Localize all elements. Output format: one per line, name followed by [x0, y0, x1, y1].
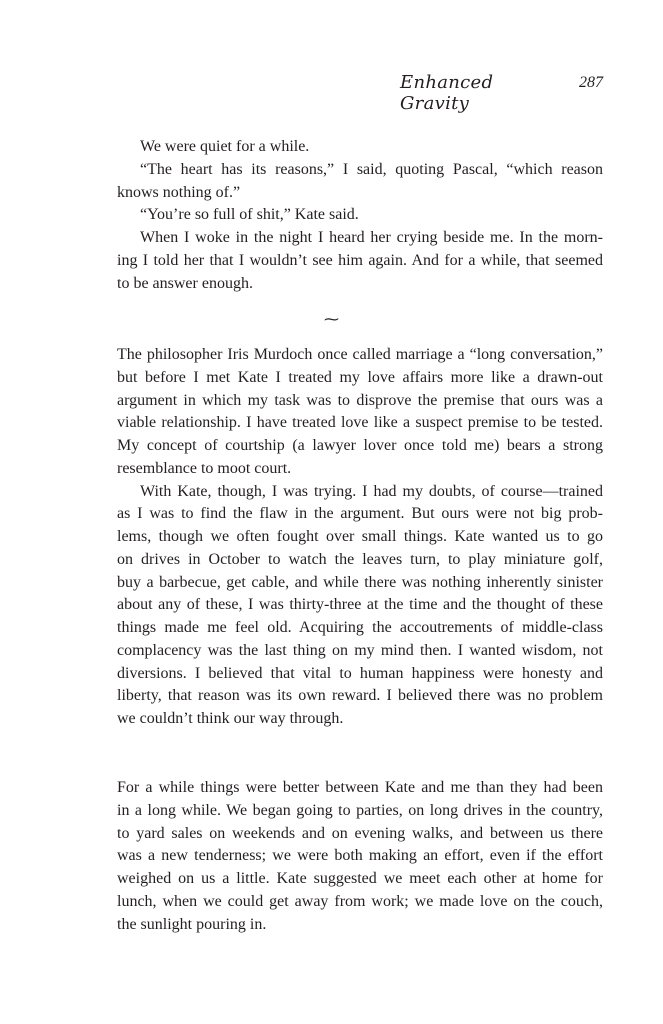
paragraph: [117, 344, 603, 481]
text-line: resemblance to moot court.: [117, 459, 292, 477]
text-line: about any of these, I was thirty-three at the time and the thought of these: [117, 596, 603, 614]
text-line: but before I met Kate I treated my love affairs more like a drawn-out: [117, 368, 603, 386]
text-line: things made me feel old. Acquiring the accoutrements of middle-class: [117, 619, 603, 636]
paragraph: [117, 159, 603, 205]
paragraph: [117, 136, 603, 159]
paragraph: [117, 481, 603, 731]
text-line: With Kate, though, I was trying. I had my doubts, of course—trained: [140, 482, 603, 500]
running-title: Enhanced Gravity: [400, 72, 494, 114]
page-number: 287: [579, 74, 603, 91]
paragraph: [117, 227, 603, 295]
section-3-text: [117, 777, 603, 936]
text-line: lunch, when we could get away from work; we made love on the couch,: [117, 892, 603, 910]
paragraph: [117, 777, 603, 936]
text-line: lems, though we often fought over small things. Kate wanted us to go: [117, 528, 603, 545]
text-line: knows nothing of.”: [117, 183, 241, 201]
text-line: When I woke in the night I heard her crying beside me. In the morn-: [140, 229, 603, 246]
text-line: as I was to find the flaw in the argument. But ours were not big prob-: [117, 505, 603, 523]
text-line: The philosopher Iris Murdoch once called marriage a “long conversation,”: [117, 346, 603, 363]
text-line: to be answer enough.: [117, 274, 253, 292]
text-line: argument in which my task was to disprove the premise that ours was a: [117, 391, 603, 409]
text-line: viable relationship. I have treated love like a suspect premise to be tested.: [117, 414, 603, 432]
text-line: My concept of courtship (a lawyer lover once told me) bears a strong: [117, 437, 603, 454]
paragraph: [117, 204, 603, 227]
text-line: we couldn’t think our way through.: [117, 710, 344, 727]
section-break-ornament: ⁓: [324, 312, 339, 328]
text-line: ing I told her that I wouldn’t see him again. And for a while, that seemed: [117, 251, 603, 269]
text-line: liberty, that reason was its own reward. I believed there was no problem: [117, 687, 603, 705]
text-line: For a while things were better between Kate and me than they had been: [117, 779, 603, 796]
running-header: [400, 72, 603, 114]
text-line: the sunlight pouring in.: [117, 915, 267, 933]
text-line: in a long while. We began going to parties, on long drives in the country,: [117, 801, 603, 819]
text-line: We were quiet for a while.: [140, 138, 310, 155]
text-line: on drives in October to watch the leaves turn, to play miniature golf,: [117, 550, 603, 568]
text-line: weighed on us a little. Kate suggested we meet each other at home for: [117, 870, 603, 887]
text-line: to yard sales on weekends and on evening walks, and between us there: [117, 824, 603, 842]
text-line: “You’re so full of shit,” Kate said.: [140, 206, 359, 224]
section-1-text: [117, 136, 603, 295]
text-line: diversions. I believed that vital to human happiness were honesty and: [117, 664, 603, 682]
text-line: was a new tenderness; we were both making an effort, even if the effort: [117, 847, 603, 865]
text-line: buy a barbecue, get cable, and while there was nothing inherently sinister: [117, 573, 603, 591]
text-line: “The heart has its reasons,” I said, quoting Pascal, “which reason: [140, 160, 603, 178]
text-line: complacency was the last thing on my mind then. I wanted wisdom, not: [117, 641, 603, 659]
section-2-text: [117, 344, 603, 731]
